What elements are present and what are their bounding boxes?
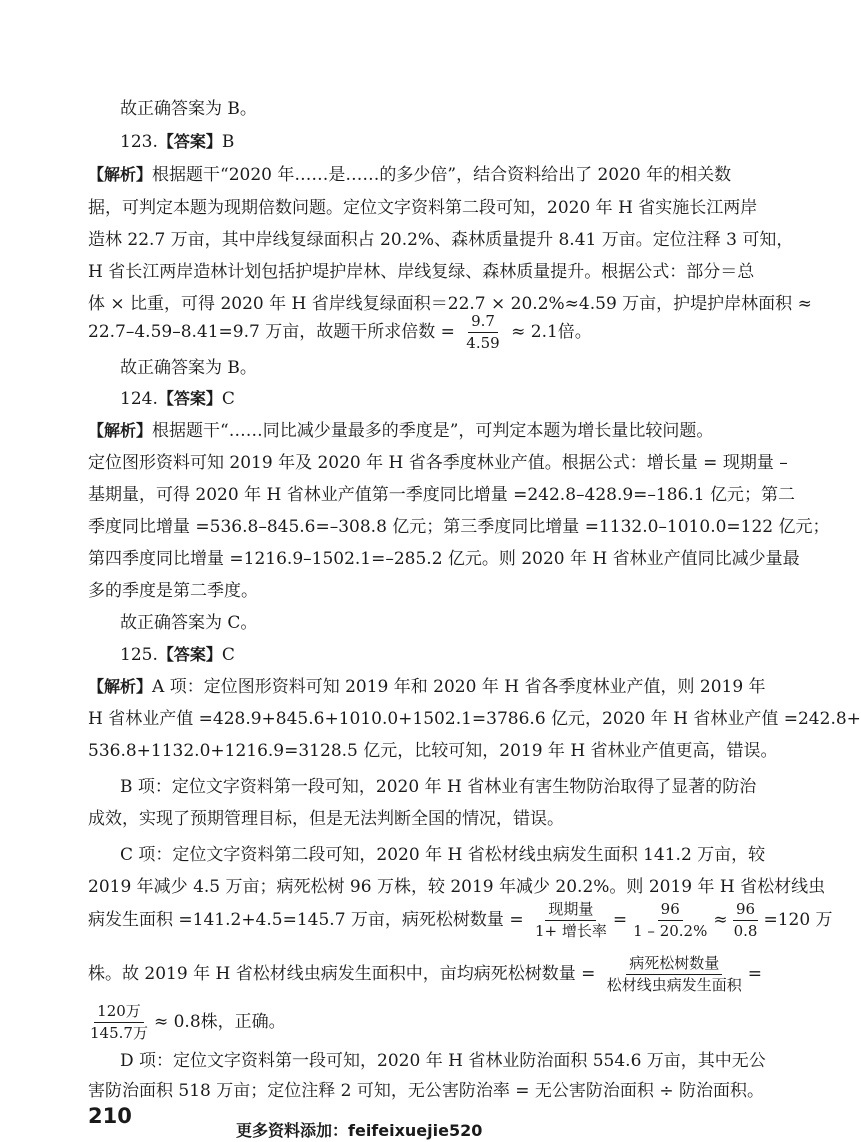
- question-number: 124.: [120, 389, 158, 409]
- answer-tag: 【答案】: [157, 389, 222, 408]
- answer-value: B: [221, 132, 235, 152]
- analysis-tag: 【解析】: [88, 677, 153, 696]
- fraction: $\frac{\text{病死松树数量}}{\text{松材线虫病发生面积}}$: [606, 954, 742, 994]
- q124-header: [120, 388, 235, 410]
- q125-option-d-line-1: D 项：定位文字资料第一段可知，2020 年 H 省林业防治面积 554.6 万亩，其中无公: [120, 1051, 766, 1071]
- q125-option-a-line-2: H 省林业产值 =428.9+845.6+1010.0+1502.1=3786.6 亿元，2020 年 H 省林业产值 =242.8+: [88, 709, 861, 729]
- q123-header: [120, 131, 234, 153]
- q124-analysis-line-4: 季度同比增量 =536.8–845.6=–308.8 亿元；第三季度同比增量 =1132.0–1010.0=122 亿元；: [88, 517, 830, 537]
- fraction: $\frac{9.7}{4.59}$: [466, 312, 500, 352]
- q124-analysis-line-2: 定位图形资料可知 2019 年及 2020 年 H 省各季度林业产值。根据公式：增长量 = 现期量 –: [88, 453, 788, 473]
- q125-option-d-line-2: 害防治面积 518 万亩；定位注释 2 可知，无公害防治率 = 无公害防治面积 ÷ 防治面积。: [88, 1081, 764, 1101]
- q124-analysis-line-6: 多的季度是第二季度。: [88, 581, 258, 601]
- q125-option-a-line-1: 【解析】A 项：定位图形资料可知 2019 年和 2020 年 H 省各季度林业产值，则 2019 年: [88, 677, 766, 697]
- q125-option-c-line-1: C 项：定位文字资料第二段可知，2020 年 H 省松材线虫病发生面积 141.2 万亩，较: [120, 845, 766, 865]
- fraction: $\frac{96}{0.8}$: [733, 900, 758, 940]
- question-number: 125.: [120, 645, 158, 665]
- q122-conclusion: 故正确答案为 B。: [120, 99, 257, 119]
- question-number: 123.: [120, 132, 158, 152]
- footer-note: 更多资料添加：feifeixuejie520: [236, 1121, 483, 1140]
- fraction: $\frac{96}{1 - 20.2\%}$: [633, 900, 708, 940]
- fraction: $\frac{\text{120万}}{\text{145.7万}}$: [90, 1002, 148, 1042]
- q123-analysis-line-1: 【解析】根据题干“2020 年……是……的多少倍”，结合资料给出了 2020 年的相关数: [88, 165, 732, 185]
- q125-option-c-line-2: 2019 年减少 4.5 万亩；病死松树 96 万株，较 2019 年减少 20.2%。则 2019 年 H 省松材线虫: [88, 877, 826, 897]
- fraction: $\frac{\text{现期量}}{\text{1+ 增长率}}$: [534, 900, 607, 940]
- q125-option-b-line-1: B 项：定位文字资料第一段可知，2020 年 H 省林业有害生物防治取得了显著的防治: [120, 777, 757, 797]
- answer-tag: 【答案】: [157, 645, 222, 664]
- q125-header: [120, 644, 235, 666]
- q124-conclusion: 故正确答案为 C。: [120, 613, 258, 633]
- q123-analysis-line-5: 体 × 比重，可得 2020 年 H 省岸线复绿面积＝22.7 × 20.2%≈4.59 万亩，护堤护岸林面积 ≈: [88, 294, 812, 314]
- q125-option-c-formula-1: 病发生面积 =141.2+4.5=145.7 万亩，病死松树数量 = $\frac{\text{现期量}}{\text{1+ 增长率}}$ = $\frac{96}{1 - 20.2\%}$ ≈ $\frac{96}{0.8}$ =120 万: [88, 900, 833, 940]
- q123-analysis-line-2: 据，可判定本题为现期倍数问题。定位文字资料第二段可知，2020 年 H 省实施长江两岸: [88, 198, 758, 218]
- q123-conclusion: 故正确答案为 B。: [120, 358, 257, 378]
- q123-analysis-line-4: H 省长江两岸造林计划包括护堤护岸林、岸线复绿、森林质量提升。根据公式：部分＝总: [88, 262, 755, 282]
- analysis-tag: 【解析】: [88, 165, 153, 184]
- q125-option-c-formula-3: $\frac{\text{120万}}{\text{145.7万}}$ ≈ 0.8株，正确。: [84, 1002, 286, 1043]
- q123-analysis-line-3: 造林 22.7 万亩，其中岸线复绿面积占 20.2%、森林质量提升 8.41 万亩。定位注释 3 可知，: [88, 230, 794, 250]
- q124-analysis-line-1: 【解析】根据题干“……同比减少量最多的季度是”，可判定本题为增长量比较问题。: [88, 421, 714, 441]
- q125-option-c-formula-2: 株。故 2019 年 H 省松材线虫病发生面积中，亩均病死松树数量 = $\frac{\text{病死松树数量}}{\text{松材线虫病发生面积}}$ =: [88, 954, 763, 994]
- page-number: 210: [88, 1104, 132, 1128]
- answer-value: C: [221, 645, 235, 665]
- analysis-tag: 【解析】: [88, 421, 153, 440]
- answer-tag: 【答案】: [157, 132, 222, 151]
- q124-analysis-line-3: 基期量，可得 2020 年 H 省林业产值第一季度同比增量 =242.8–428.9=–186.1 亿元；第二: [88, 485, 796, 505]
- q124-analysis-line-5: 第四季度同比增量 =1216.9–1502.1=–285.2 亿元。则 2020 年 H 省林业产值同比减少量最: [88, 549, 800, 569]
- q123-formula-line: 22.7–4.59–8.41=9.7 万亩，故题干所求倍数 = $\frac{9.7}{4.59}$ ≈ 2.1倍。: [88, 312, 592, 352]
- answer-value: C: [221, 389, 235, 409]
- q125-option-a-line-3: 536.8+1132.0+1216.9=3128.5 亿元，比较可知，2019 年 H 省林业产值更高，错误。: [88, 741, 778, 761]
- q125-option-b-line-2: 成效，实现了预期管理目标，但是无法判断全国的情况，错误。: [88, 809, 564, 829]
